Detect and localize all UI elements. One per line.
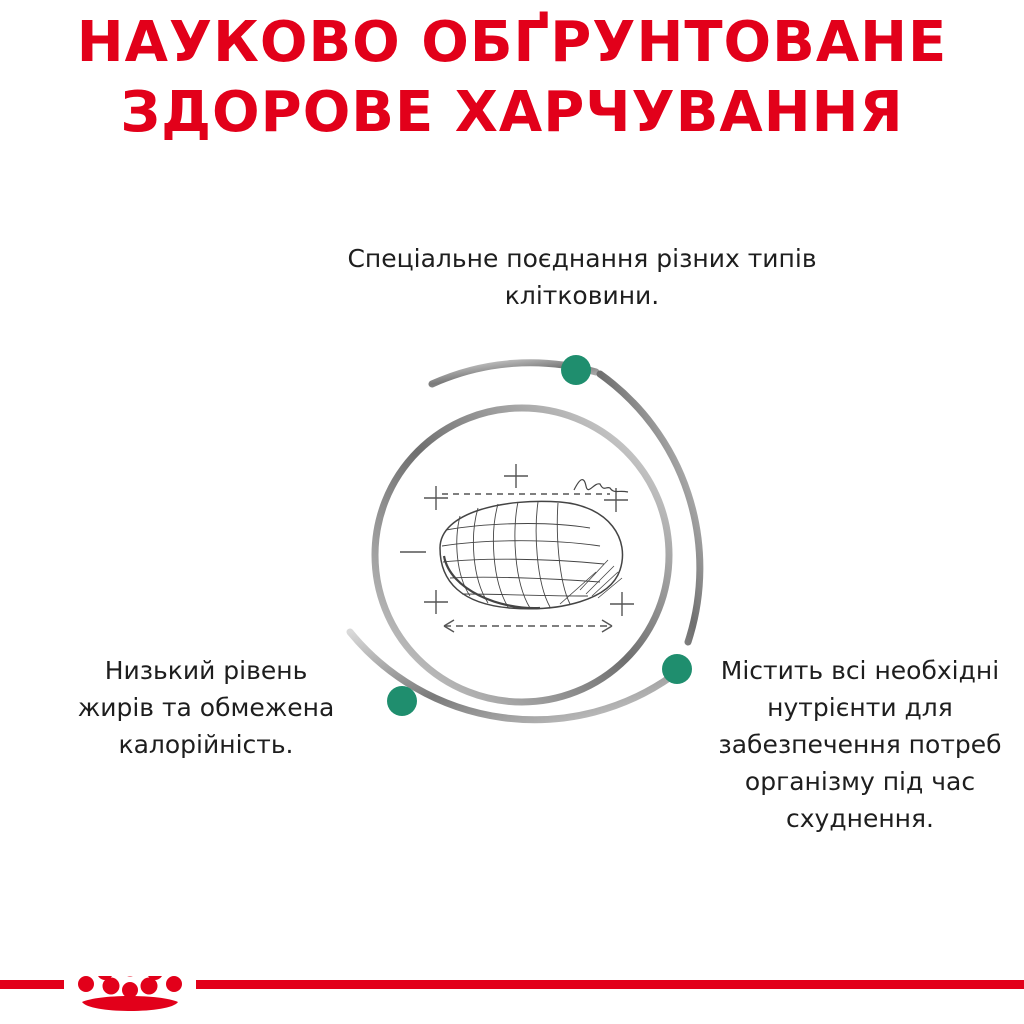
feature-nutrients-line-2: нутрієнти для <box>767 693 953 722</box>
green-dot-icon-right <box>662 654 692 684</box>
feature-nutrients-line-3: забезпечення потреб <box>718 730 1002 759</box>
feature-low-fat <box>40 652 372 763</box>
inner-ring <box>375 408 669 702</box>
feature-nutrients-line-5: схуднення. <box>785 804 935 833</box>
outer-ring-arc-right <box>600 374 700 642</box>
feature-low-fat-line-2: жирів та обмежена <box>77 693 335 722</box>
feature-fiber-blend-line-1: Спеціальне поєднання різних типів <box>347 244 817 273</box>
green-dot-icon-top <box>561 355 591 385</box>
feature-nutrients-line-4: організму під час <box>744 767 976 796</box>
royal-canin-crown-icon <box>78 976 182 1011</box>
headline-line-2: ЗДОРОВЕ ХАРЧУВАННЯ <box>120 80 904 145</box>
feature-low-fat-line-1: Низький рівень <box>104 656 308 685</box>
footer-red-line-left <box>0 980 64 989</box>
feature-fiber-blend-line-2: клітковини. <box>504 281 660 310</box>
green-dot-icon-left <box>387 686 417 716</box>
feature-nutrients-line-1: Містить всі необхідні <box>720 656 1000 685</box>
feature-low-fat-line-3: калорійність. <box>118 730 294 759</box>
footer-brand-bar <box>0 976 1024 1024</box>
headline-line-1: НАУКОВО ОБҐРУНТОВАНЕ <box>76 10 948 75</box>
sketch-signature <box>574 480 628 492</box>
kibble-sketch-icon <box>440 480 628 609</box>
footer-red-line-right <box>196 980 1024 989</box>
feature-nutrients <box>696 652 1024 837</box>
